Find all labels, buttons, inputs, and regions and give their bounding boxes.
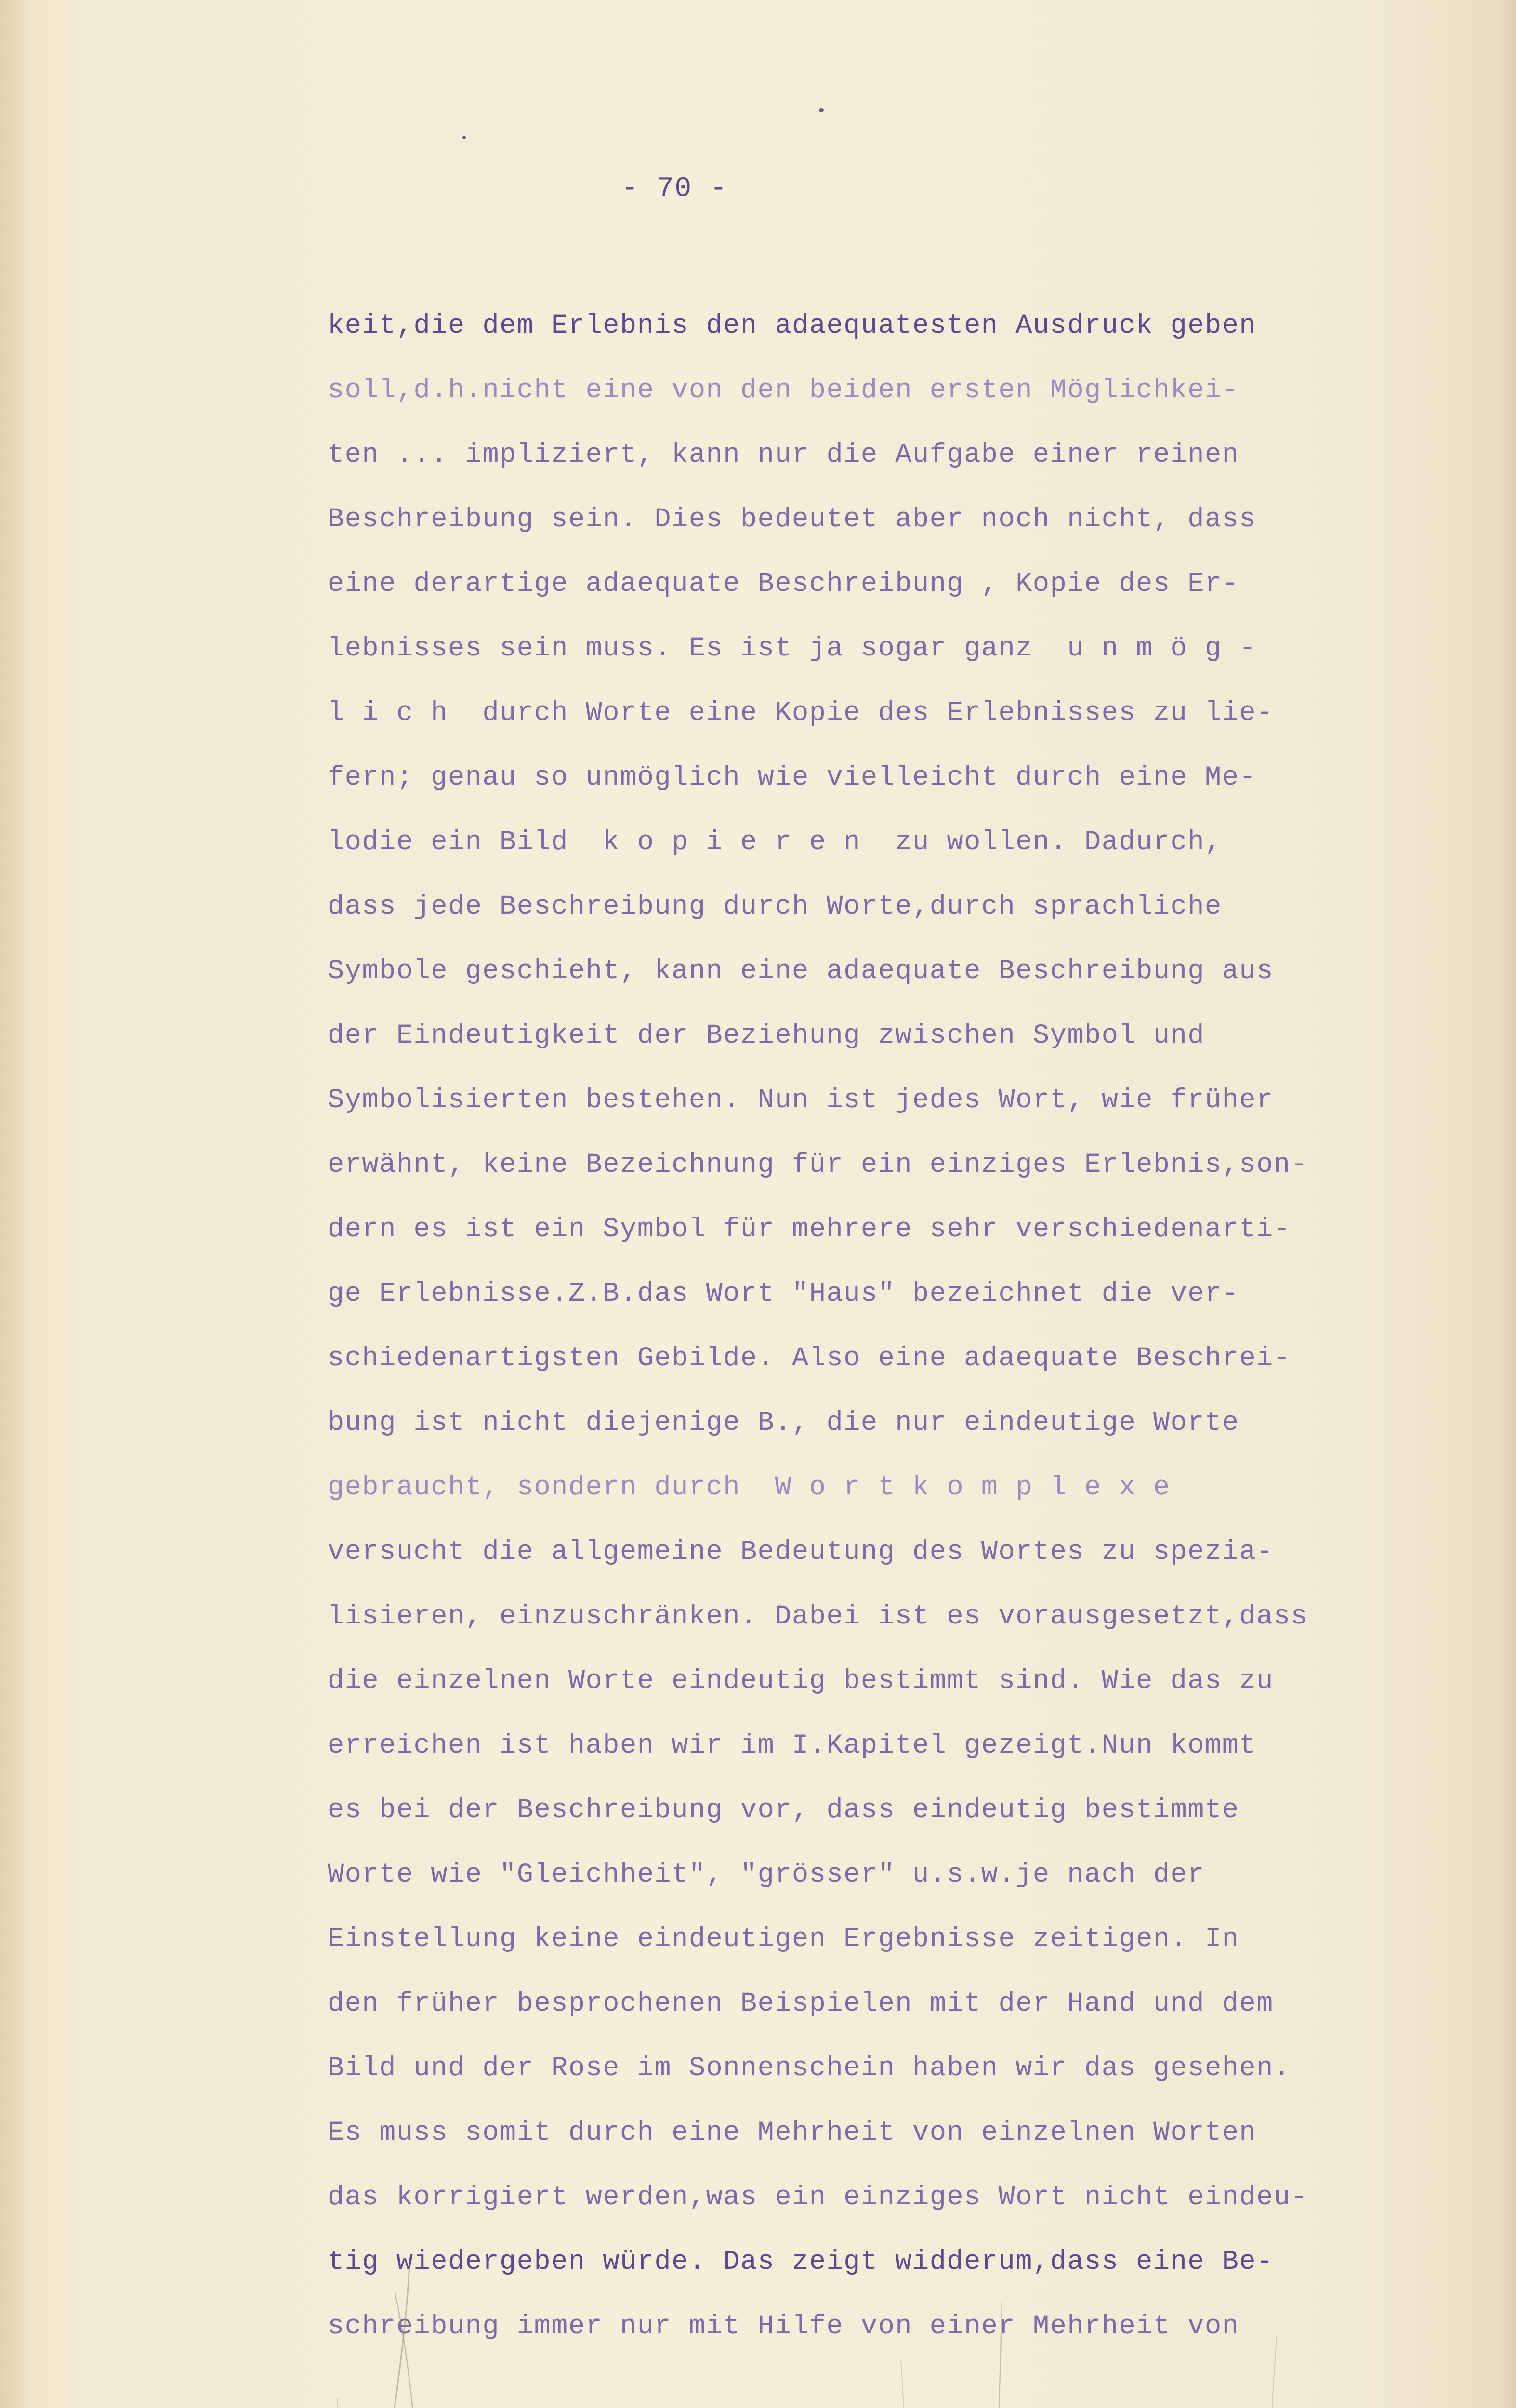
- text-line: dass jede Beschreibung durch Worte,durch sprachliche: [328, 891, 1222, 922]
- text-line: Bild und der Rose im Sonnenschein haben wir das gesehen.: [328, 2053, 1291, 2084]
- text-line: bung ist nicht diejenige B., die nur eindeutige Worte: [328, 1408, 1239, 1439]
- text-line: ten ... impliziert, kann nur die Aufgabe einer reinen: [328, 440, 1239, 471]
- text-line: Einstellung keine eindeutigen Ergebnisse zeitigen. In: [328, 1924, 1239, 1955]
- text-line: schreibung immer nur mit Hilfe von einer Mehrheit von: [328, 2311, 1239, 2342]
- text-line: der Eindeutigkeit der Beziehung zwischen Symbol und: [328, 1021, 1205, 1051]
- pencil-stroke: [395, 2292, 424, 2408]
- text-line: lisieren, einzuschränken. Dabei ist es vorausgesetzt,dass: [328, 1601, 1308, 1632]
- text-line: gebraucht, sondern durch W o r t k o m p l e x e: [328, 1472, 1171, 1503]
- text-line: Beschreibung sein. Dies bedeutet aber noch nicht, dass: [328, 504, 1257, 535]
- pencil-stroke: [337, 2398, 352, 2408]
- text-line: die einzelnen Worte eindeutig bestimmt sind. Wie das zu: [328, 1666, 1274, 1697]
- text-line: versucht die allgemeine Bedeutung des Wortes zu spezia-: [328, 1537, 1274, 1568]
- text-line: tig wiedergeben würde. Das zeigt widderum,dass eine Be-: [328, 2247, 1274, 2277]
- text-line: erwähnt, keine Bezeichnung für ein einziges Erlebnis,son-: [328, 1150, 1308, 1180]
- text-line: Worte wie "Gleichheit", "grösser" u.s.w.je nach der: [328, 1859, 1205, 1890]
- text-line: den früher besprochenen Beispielen mit der Hand und dem: [328, 1989, 1274, 2019]
- text-line: eine derartige adaequate Beschreibung , Kopie des Er-: [328, 569, 1239, 600]
- text-line: erreichen ist haben wir im I.Kapitel gezeigt.Nun kommt: [328, 1730, 1257, 1761]
- text-line: dern es ist ein Symbol für mehrere sehr verschiedenarti-: [328, 1214, 1291, 1245]
- text-line: lebnisses sein muss. Es ist ja sogar ganz u n m ö g -: [328, 633, 1257, 664]
- text-line: Es muss somit durch eine Mehrheit von einzelnen Worten: [328, 2118, 1257, 2148]
- text-line: soll,d.h.nicht eine von den beiden ersten Möglichkei-: [328, 375, 1239, 406]
- text-line: das korrigiert werden,was ein einziges Wort nicht eindeu-: [328, 2182, 1308, 2213]
- pencil-stroke: [1262, 2336, 1277, 2408]
- text-line: schiedenartigsten Gebilde. Also eine adaequate Beschrei-: [328, 1343, 1291, 1374]
- text-line: Symbolisierten bestehen. Nun ist jedes Wort, wie früher: [328, 1085, 1274, 1116]
- page-number: - 70 -: [621, 173, 728, 205]
- pencil-stroke: [995, 2302, 1002, 2408]
- pencil-stroke: [901, 2360, 910, 2408]
- text-line: l i c h durch Worte eine Kopie des Erlebnisses zu lie-: [328, 698, 1274, 729]
- text-line: fern; genau so unmöglich wie vielleicht durch eine Me-: [328, 762, 1257, 793]
- text-line: ge Erlebnisse.Z.B.das Wort "Haus" bezeichnet die ver-: [328, 1279, 1239, 1309]
- text-line: es bei der Beschreibung vor, dass eindeutig bestimmte: [328, 1795, 1239, 1826]
- text-line: Symbole geschieht, kann eine adaequate Beschreibung aus: [328, 956, 1274, 987]
- text-line: lodie ein Bild k o p i e r e n zu wollen. Dadurch,: [328, 827, 1222, 858]
- pencil-stroke: [376, 2264, 409, 2408]
- text-line: keit,die dem Erlebnis den adaequatesten Ausdruck geben: [328, 311, 1257, 341]
